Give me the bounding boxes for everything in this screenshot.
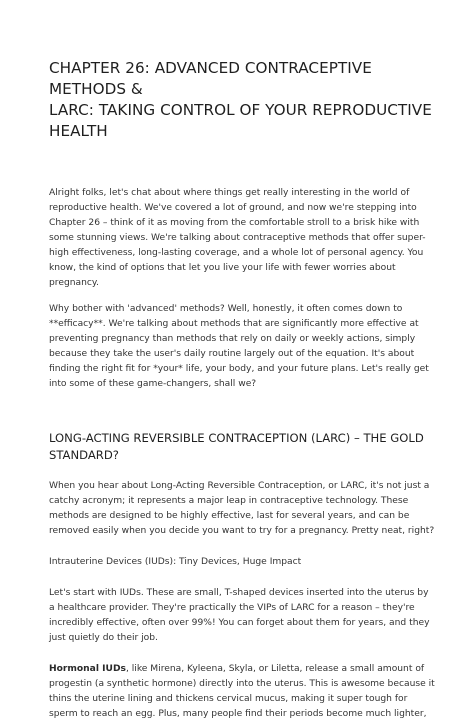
iud-subheading: Intrauterine Devices (IUDs): Tiny Devices, Huge Impact — [49, 557, 302, 567]
larc-heading-line-2: STANDARD? — [49, 448, 119, 462]
iud-paragraph: Let's start with IUDs. These are small, T-shaped devices inserted into the uterus by a healthcare provider. They're practically the VIPs of LARC for a reason – they're incredibly effective, often over 99%! You can forget about them for years, and they just quietly do their job. — [49, 588, 430, 643]
chapter-title — [49, 58, 435, 142]
chapter-title-line-2: LARC: TAKING CONTROL OF YOUR REPRODUCTIVE — [49, 101, 432, 119]
page-content — [49, 58, 435, 722]
larc-paragraph-1: When you hear about Long-Acting Reversible Contraception, or LARC, it's not just a catchy acronym; it represents a major leap in contraceptive technology. These methods are designed to be highly effective, last for several years, and can be removed easily when you decide you want to try for a pregnancy. Pretty neat, right? — [49, 481, 435, 536]
intro-paragraph-2: Why bother with 'advanced' methods? Well, honestly, it often comes down to **efficacy**. We're talking about methods that are significantly more effective at preventing pregnancy than methods that rely on daily or weekly actions, simply because they take the user's daily routine largely out of the equation. It's about finding the right fit for *your* life, your body, and your future plans. Let's really get into some of these game-changers, shall we? — [49, 304, 429, 389]
hormonal-iud-term: Hormonal IUDs — [49, 664, 126, 674]
larc-section-heading — [49, 430, 435, 464]
hormonal-iud-text: , like Mirena, Kyleena, Skyla, or Liletta, release a small amount of progestin (a synthetic hormone) directly into the uterus. This is awesome because it thins the uterine lining and thickens cervical mucus, making it super tough for sperm to reach an egg. Plus, many people find their periods become much lighter, — [49, 664, 435, 719]
intro-paragraph-1: Alright folks, let's chat about where things get really interesting in the world of reproductive health. We've covered a lot of ground, and now we're stepping into Chapter 26 – think of it as moving from the comfortable stroll to a brisk hike with some stunning views. We're talking about contraceptive methods that offer super-high effectiveness, long-lasting coverage, and a whole lot of personal agency. You know, the kind of options that let you live your life with fewer worries about pregnancy. — [49, 188, 426, 288]
hormonal-iud-paragraph — [49, 662, 435, 722]
chapter-title-line-3: HEALTH — [49, 122, 108, 140]
larc-heading-line-1: LONG-ACTING REVERSIBLE CONTRACEPTION (LARC) – THE GOLD — [49, 431, 424, 445]
chapter-title-line-1: CHAPTER 26: ADVANCED CONTRACEPTIVE METHODS & — [49, 59, 372, 98]
